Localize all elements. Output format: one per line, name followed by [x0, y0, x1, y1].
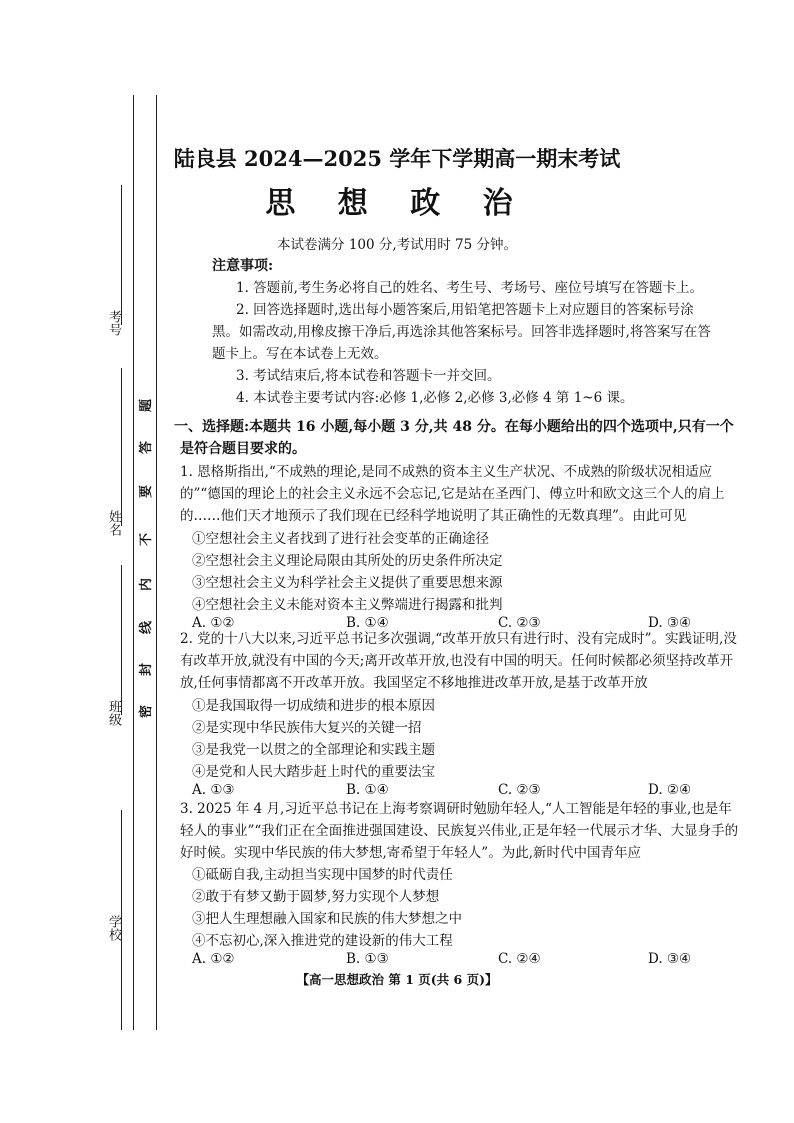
notice-item-3: 3. 考试结束后,将本试卷和答题卡一并交回。 [236, 368, 501, 384]
question-3-option-2: ②敢于有梦又勤于圆梦,努力实现个人梦想 [192, 889, 440, 905]
question-1-answer-d[interactable]: D. ③④ [648, 615, 692, 631]
exam-number-label: 考号 [106, 310, 121, 336]
school-label: 学校 [106, 915, 121, 941]
seal-char-6: 线 [139, 620, 155, 635]
question-3-option-4: ④不忘初心,深入推进党的建设新的伟大工程 [192, 933, 453, 949]
question-2-answer-d[interactable]: D. ②④ [648, 782, 692, 798]
question-2-answer-b[interactable]: B. ①④ [346, 782, 389, 798]
question-3-answer-c[interactable]: C. ②④ [498, 951, 541, 967]
question-2-answer-c[interactable]: C. ②③ [498, 782, 541, 798]
seal-char-7: 封 [139, 662, 155, 677]
notice-item-2: 2. 回答选择题时,选出每小题答案后,用铅笔把答题卡上对应题目的答案标号涂黑。如需改动,用橡皮擦干净后,再选涂其他答案标号。回答非选择题时,将答案写在答题卡上。写在本试卷上无效。 [212, 302, 711, 362]
question-1-answer-c[interactable]: C. ②③ [498, 615, 541, 631]
question-2-option-3: ③是我党一以贯之的全部理论和实践主题 [192, 742, 435, 758]
exam-title: 陆良县 2024—2025 学年下学期高一期末考试 [173, 146, 621, 171]
seal-char-3: 要 [139, 484, 155, 499]
section-heading: 一、选择题:本题共 16 小题,每小题 3 分,共 48 分。在每小题给出的四个选项中,只有一个是符合题目要求的。 [174, 419, 734, 457]
class-line[interactable] [121, 565, 122, 715]
question-2-stem: 2. 党的十八大以来,习近平总书记多次强调,“改革开放只有进行时、没有完成时”。实践证明,没有改革开放,就没有中国的今天;离开改革开放,也没有中国的明天。任何时候都必须坚持改革开放,任何事情都离不开改革开放。我国坚定不移地推进改革开放,是基于改革开放 [180, 631, 737, 691]
exam-intro: 本试卷满分 100 分,考试用时 75 分钟。 [277, 237, 517, 253]
subject-title: 思 想 政 治 [265, 186, 529, 221]
seal-char-8: 密 [139, 704, 155, 719]
question-3-answer-b[interactable]: B. ①③ [346, 951, 389, 967]
name-label: 姓名 [106, 510, 121, 536]
question-3-option-3: ③把人生理想融入国家和民族的伟大梦想之中 [192, 911, 462, 927]
question-1-answer-b[interactable]: B. ①④ [346, 615, 389, 631]
page-footer: 【高一思想政治 第 1 页(共 6 页)】 [296, 972, 498, 987]
notice-item-4: 4. 本试卷主要考试内容:必修 1,必修 2,必修 3,必修 4 第 1~6 课。 [236, 390, 634, 406]
question-3-stem: 3. 2025 年 4 月,习近平总书记在上海考察调研时勉励年轻人,“人工智能是年轻的事业,也是年轻人的事业”“我们正在全面推进强国建设、民族复兴伟业,正是年轻一代展示才华、大显身手的好时候。实现中华民族的伟大梦想,寄希望于年轻人”。为此,新时代中国青年应 [180, 801, 739, 861]
question-2-option-4: ④是党和人民大踏步赶上时代的重要法宝 [192, 764, 435, 780]
question-1-option-1: ①空想社会主义者找到了进行社会变革的正确途径 [192, 531, 489, 547]
question-2-option-1: ①是我国取得一切成绩和进步的根本原因 [192, 698, 435, 714]
seal-char-1: 题 [139, 398, 155, 413]
seal-char-2: 答 [139, 440, 155, 455]
seal-char-5: 内 [139, 577, 155, 592]
question-1-option-2: ②空想社会主义理论局限由其所处的历史条件所决定 [192, 553, 503, 569]
question-1-stem: 1. 恩格斯指出,“不成熟的理论,是同不成熟的资本主义生产状况、不成熟的阶级状况相适应的”“德国的理论上的社会主义永远不会忘记,它是站在圣西门、傅立叶和欧文这三个人的肩上的……他们天才地预示了我们现在已经科学地说明了其正确性的无数真理”。由此可见 [180, 464, 725, 524]
question-2-answer-a[interactable]: A. ①③ [192, 782, 235, 798]
notice-item-1: 1. 答题前,考生务必将自己的姓名、考生号、考场号、座位号填写在答题卡上。 [236, 280, 703, 296]
question-3-answer-d[interactable]: D. ③④ [648, 951, 692, 967]
question-3-option-1: ①砥砺自我,主动担当实现中国梦的时代责任 [192, 867, 453, 883]
class-label: 班级 [106, 700, 121, 726]
question-1-option-4: ④空想社会主义未能对资本主义弊端进行揭露和批判 [192, 597, 503, 613]
notice-heading: 注意事项: [212, 258, 274, 274]
question-2-option-2: ②是实现中华民族伟大复兴的关键一招 [192, 720, 422, 736]
question-1-answer-a[interactable]: A. ①② [192, 615, 235, 631]
question-3-answer-a[interactable]: A. ①② [192, 951, 235, 967]
seal-char-4: 不 [139, 532, 155, 547]
name-line[interactable] [121, 368, 122, 526]
question-1-option-3: ③空想社会主义为科学社会主义提供了重要思想来源 [192, 575, 503, 591]
